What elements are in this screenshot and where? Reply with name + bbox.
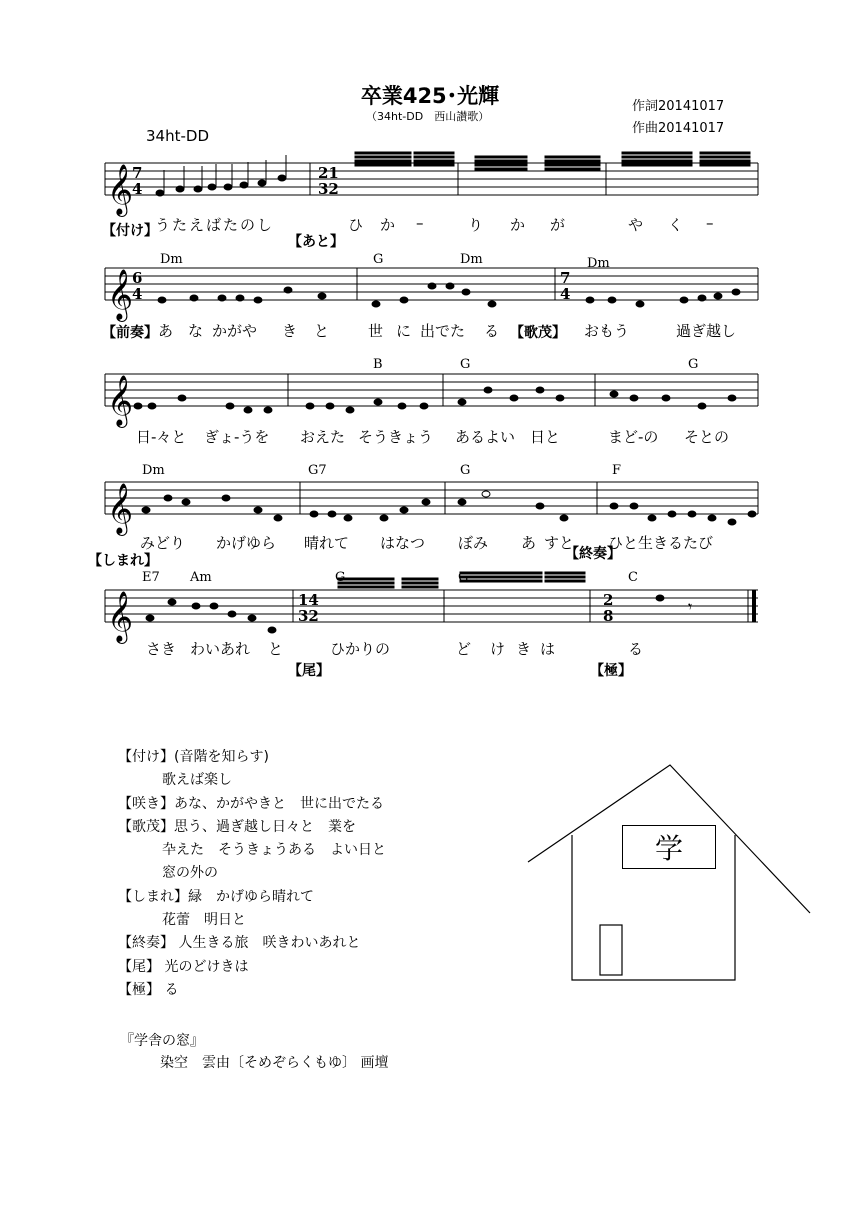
section-label: 【尾】 [288,663,330,679]
notes-line: 【歌茂】思う、過ぎ越し日々と 業を [118,818,356,835]
lyric: と [268,640,284,658]
artwork-caption: 染空 雲由〔そめぞらくもゆ〕 画壇 [160,1055,389,1071]
section-label: 【付け】 [102,223,158,239]
lyric: が [550,216,566,234]
chord-symbol: Dm [587,256,610,271]
notes-line: 【終奏】 人生きる旅 咲きわいあれと [118,935,361,952]
chord-symbol: Am [190,570,212,585]
lyric: おえた [300,428,346,446]
school-house-drawing [520,755,820,995]
lyric: そうきょう [358,428,434,446]
time-sig-den: 4 [132,285,143,303]
lyric: あるよい [455,428,516,446]
staff-row-1 [105,163,758,195]
time-sig-num: 7 [132,164,143,182]
lyric: か [380,216,396,234]
lyric: すと [544,534,575,552]
chord-symbol: G [460,357,471,372]
chord-symbol: G [688,357,699,372]
lyric: き [282,322,298,340]
staff-row-3 [105,374,758,406]
beam-group [355,152,750,170]
time-sig-den: 4 [560,285,571,303]
notes-line: 【極】 る [118,981,179,998]
lyric: る [484,322,500,340]
lyric: く [668,216,684,234]
notes-line: 卆えた そうきょうある よい日と [162,842,386,859]
notes-line: 窓の外の [162,865,218,882]
notes-line: 【付け】(音階を知らす) [118,749,269,765]
lyrics-notes [118,745,386,1001]
lyric: け [490,640,506,658]
lyric: かげゆら [216,534,277,552]
lyric: る [628,640,644,658]
lyric: り [468,216,484,234]
time-sig-den: 32 [298,607,319,625]
lyric: かがや [212,322,258,340]
chord-symbol: C [628,570,638,585]
chord-symbol: B [373,357,383,372]
lyric: 世 [368,322,384,340]
lyric: は [540,640,556,658]
lyric: き [516,640,532,658]
lyric: おもう [584,322,630,340]
svg-text:𝄞: 𝄞 [107,591,134,642]
lyric: まど-の [608,428,659,446]
lyric: うたえばたのし [155,216,275,234]
chord-symbol: G [460,463,471,478]
lyric: みどり [140,534,186,552]
song-title: 卒業425･光輝 [360,84,500,108]
lyric: あ [158,322,174,340]
chord-symbol: G [458,570,469,585]
notes-line: 【咲き】あな、かがやきと 世に出でたる [118,795,384,812]
time-sig-num: 21 [318,164,339,182]
lyric: そとの [684,428,730,446]
section-label: 【歌茂】 [510,325,566,341]
lyric: あ [521,534,537,552]
chord-symbol: E7 [142,570,160,585]
composer-credit: 作曲20141017 [632,121,725,136]
svg-text:𝄞: 𝄞 [107,483,134,534]
lyric: – [706,214,714,232]
lyric: ひ [348,216,364,234]
section-label: 【極】 [590,663,632,679]
chord-symbol: Dm [142,463,165,478]
rest-icon: 𝄾 [688,597,693,616]
time-sig-num: 2 [603,591,614,609]
lyric: 出でた [420,322,466,340]
chord-symbol: G [373,252,384,267]
chord-symbol: F [612,463,622,478]
lyric: か [510,216,526,234]
notes-line: 歌えば楽し [162,772,232,789]
lyric: ど [456,640,472,658]
lyricist-credit: 作詞20141017 [632,99,725,114]
lyric: と [314,322,330,340]
lyric: ひかりの [330,640,391,658]
lyric: はなつ [380,534,426,552]
chord-symbol: G [335,570,346,585]
lyric: さき [146,640,177,658]
time-sig-den: 8 [603,607,614,625]
lyric: – [416,214,424,232]
notes-line: 花蕾 明日と [162,912,246,929]
artwork-title: 『学舎の窓』 [120,1033,204,1049]
time-sig-num: 14 [298,591,319,609]
notes-line: 【尾】 光のどけきは [118,958,249,975]
lyric: な [188,322,204,340]
chord-symbol: Dm [160,252,183,267]
lyric: 日-々と [136,428,187,446]
section-label: 【前奏】 [102,325,158,341]
svg-text:𝄞: 𝄞 [107,375,134,426]
door-icon [600,925,622,975]
time-sig-den: 4 [132,180,143,198]
lyric: や [628,216,644,234]
notes-line: 【しまれ】緑 かげゆら晴れて [118,888,314,905]
lyric: ぎょ-うを [204,428,270,446]
time-sig-num: 7 [560,269,571,287]
lyric: 日と [530,428,561,446]
staff-row-4 [105,482,758,514]
lyric: わいあれ [190,640,251,658]
lyric: 過ぎ越し [676,322,737,340]
chord-symbol: Dm [460,252,483,267]
lyric: に [396,322,412,340]
school-sign: 学 [622,825,716,869]
lyric: ぼみ [458,534,489,552]
song-subtitle: （34ht-DD 西山讃歌） [366,110,490,123]
svg-text:𝄞: 𝄞 [107,269,134,320]
time-sig-num: 6 [132,269,143,287]
time-sig-den: 32 [318,180,339,198]
section-label: 【しまれ】 [88,553,158,569]
chord-symbol: G7 [308,463,327,478]
section-label: 【終奏】 [565,546,621,562]
lyric: 晴れて [304,534,350,552]
svg-text:𝄞: 𝄞 [107,164,134,215]
section-label: 【あと】 [288,234,344,250]
lyric: ひと生きるたび [608,534,714,552]
style-label: 34ht-DD [146,127,209,145]
